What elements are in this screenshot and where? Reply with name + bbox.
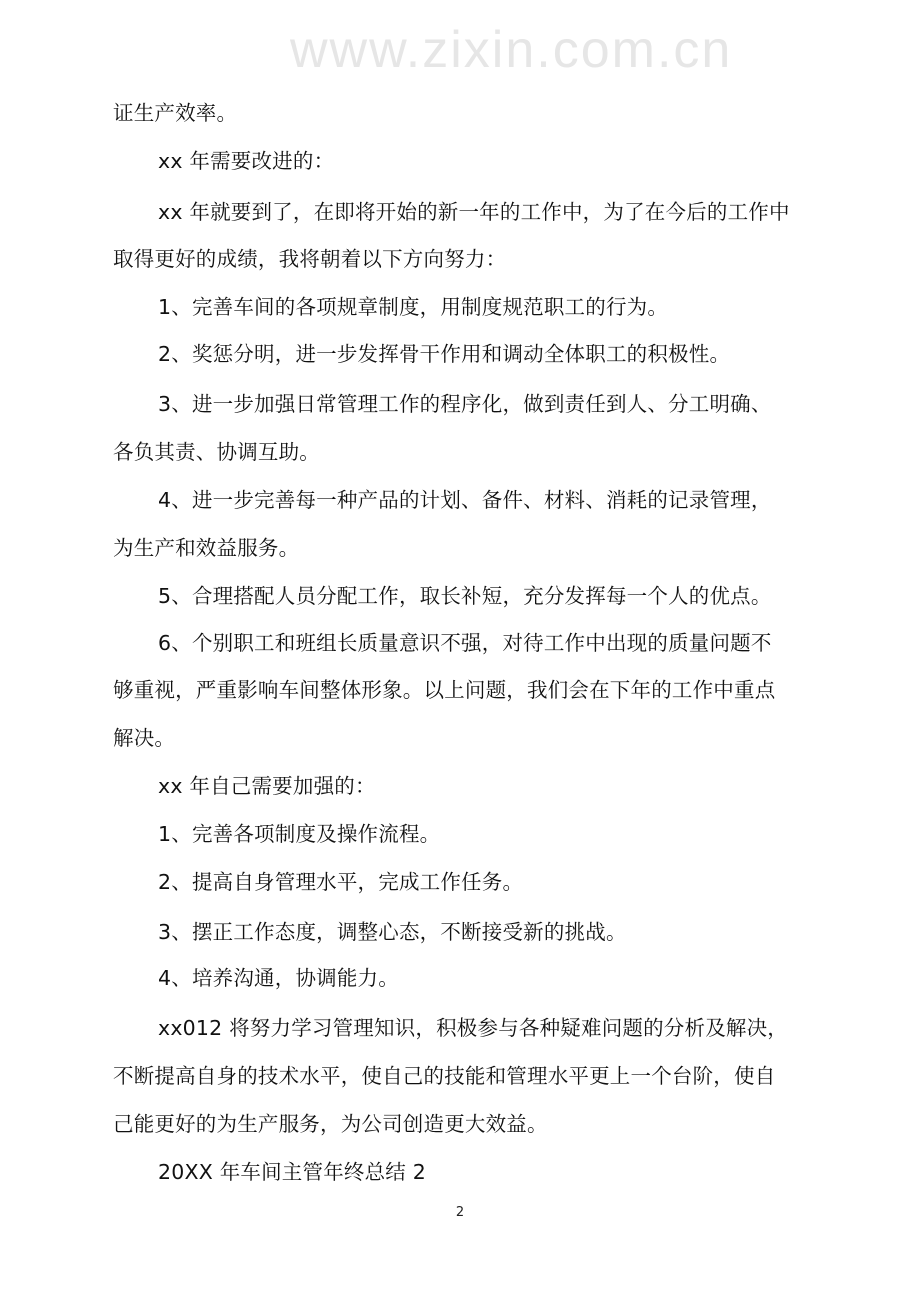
list-item: 4、进一步完善每一种产品的计划、备件、材料、消耗的记录管理， [158,488,772,512]
watermark: www.zixin.com.cn [290,21,733,79]
body-line: xx 年就要到了，在即将开始的新一年的工作中，为了在今后的工作中 [158,200,790,224]
list-item: 2、奖惩分明，进一步发挥骨干作用和调动全体职工的积极性。 [158,342,731,366]
list-item: 3、摆正工作态度，调整心态，不断接受新的挑战。 [158,920,627,944]
section-heading: xx 年需要改进的： [158,149,335,173]
list-item: 3、进一步加强日常管理工作的程序化，做到责任到人、分工明确、 [158,392,772,416]
list-item: 6、个别职工和班组长质量意识不强，对待工作中出现的质量问题不 [158,631,772,655]
body-line: 不断提高自身的技术水平，使自己的技能和管理水平更上一个台阶，使自 [113,1064,776,1088]
list-item: 5、合理搭配人员分配工作，取长补短，充分发挥每一个人的优点。 [158,584,772,608]
list-item-cont: 为生产和效益服务。 [113,536,300,560]
list-item-cont: 解决。 [113,726,176,750]
body-line: xx012 将努力学习管理知识，积极参与各种疑难问题的分析及解决， [158,1016,789,1040]
list-item: 2、提高自身管理水平，完成工作任务。 [158,870,524,894]
body-line: 证生产效率。 [113,101,238,125]
section-heading: xx 年自己需要加强的： [158,774,376,798]
section-title: 20XX 年车间主管年终总结 2 [158,1160,426,1184]
body-line: 取得更好的成绩，我将朝着以下方向努力： [113,247,507,271]
list-item-cont: 各负其责、协调互助。 [113,440,320,464]
list-item-cont: 够重视，严重影响车间整体形象。以上问题，我们会在下年的工作中重点 [113,678,776,702]
list-item: 1、完善车间的各项规章制度，用制度规范职工的行为。 [158,295,669,319]
list-item: 4、培养沟通，协调能力。 [158,966,399,990]
page-number: 2 [455,1205,465,1220]
body-line: 己能更好的为生产服务，为公司创造更大效益。 [113,1112,548,1136]
list-item: 1、完善各项制度及操作流程。 [158,822,441,846]
